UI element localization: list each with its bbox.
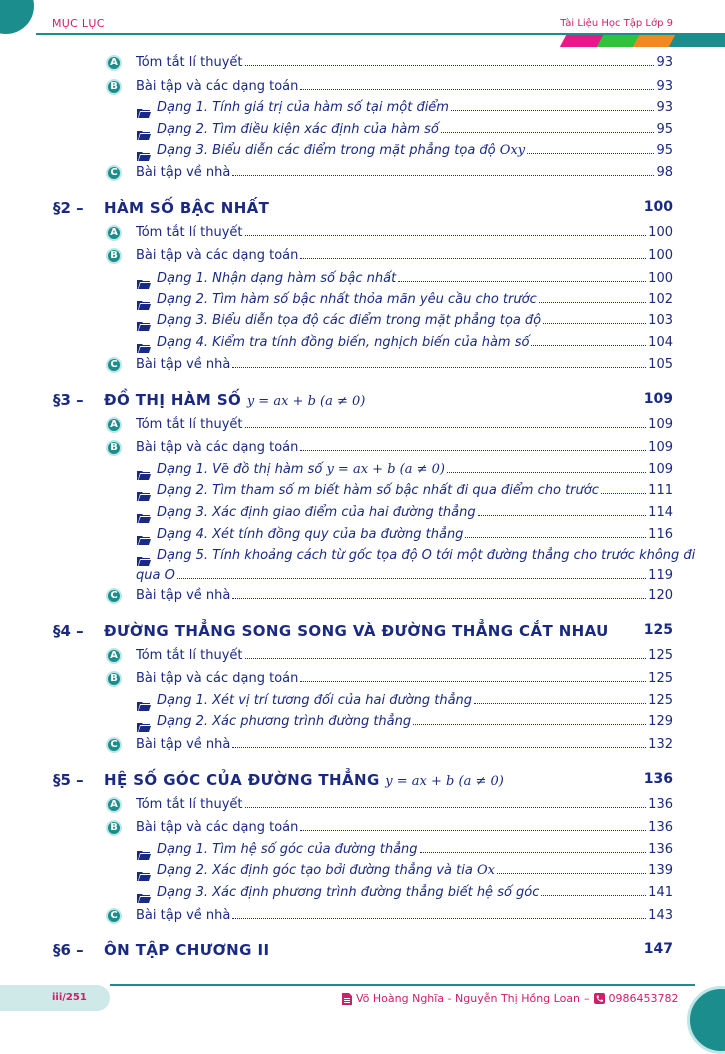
toc-entry-line <box>157 292 673 307</box>
section-title-math: y = ax + b (a ≠ 0) <box>246 394 366 409</box>
footer-author: Võ Hoàng Nghĩa - Nguyễn Thị Hồng Loan <box>356 992 581 1005</box>
toc-entry-math: y = ax + b (a ≠ 0) <box>326 462 445 477</box>
folder-icon <box>137 125 151 135</box>
toc-entry-dang[interactable] <box>0 505 725 525</box>
toc-entry[interactable] <box>0 225 725 245</box>
section-title-text: HỆ SỐ GÓC CỦA ĐƯỜNG THẲNG <box>104 771 380 789</box>
toc-page-number: 103 <box>648 313 673 328</box>
leader-dots <box>232 747 646 748</box>
toc-entry-line <box>157 714 673 729</box>
section-title <box>104 199 269 217</box>
toc-page-number: 109 <box>648 417 673 432</box>
folder-icon <box>137 508 151 518</box>
toc-page-number: 109 <box>648 462 673 477</box>
section-page-number: 109 <box>643 391 673 407</box>
section-3[interactable] <box>0 391 725 413</box>
section-title <box>104 771 504 789</box>
leader-dots <box>232 918 646 919</box>
toc-page-number: 143 <box>648 908 673 923</box>
toc-entry-dang[interactable] <box>0 483 725 503</box>
toc-entry[interactable] <box>0 820 725 840</box>
running-header-right: Tài Liệu Học Tập Lớp 9 <box>560 18 673 29</box>
toc-entry-text: Bài tập và các dạng toán <box>136 440 299 455</box>
toc-page-number: 93 <box>656 100 673 115</box>
leader-dots <box>474 703 646 704</box>
toc-page-number: 129 <box>648 714 673 729</box>
toc-entry-text: Dạng 3. Biểu diễn tọa độ các điểm trong mặt phẳng tọa độ <box>157 313 542 328</box>
toc-entry-dang[interactable] <box>0 693 725 713</box>
toc-page-number: 95 <box>656 122 673 137</box>
toc-entry-line <box>157 313 673 328</box>
toc-entry-line <box>136 820 673 835</box>
toc-entry-text: Tóm tắt lí thuyết <box>136 225 243 240</box>
toc-entry-dang[interactable] <box>0 122 725 142</box>
section-title-math: y = ax + b (a ≠ 0) <box>385 774 504 789</box>
toc-entry[interactable] <box>0 440 725 460</box>
toc-entry-text: Dạng 2. Tìm hàm số bậc nhất thỏa mãn yêu cầu cho trước <box>157 292 537 307</box>
toc-entry-line <box>136 737 673 752</box>
bullet-b: B <box>106 440 122 456</box>
folder-icon <box>137 486 151 496</box>
folder-icon <box>137 103 151 113</box>
toc-entry[interactable] <box>0 55 725 75</box>
folder-icon <box>137 530 151 540</box>
toc-entry-text-line1: Dạng 5. Tính khoảng cách từ gốc tọa độ O tới một đường thẳng cho trước không đi <box>157 548 696 563</box>
phone-icon <box>594 993 605 1004</box>
toc-entry-text: Dạng 1. Vẽ đồ thị hàm số <box>157 462 323 477</box>
footer-page-number: iii/251 <box>52 992 87 1003</box>
leader-dots <box>300 830 646 831</box>
section-6[interactable] <box>0 941 725 963</box>
toc-entry-dang[interactable] <box>0 335 725 355</box>
toc-page-number: 105 <box>648 357 673 372</box>
toc-page-number: 125 <box>648 671 673 686</box>
toc-entry-text: Dạng 1. Tính giá trị của hàm số tại một điểm <box>157 100 449 115</box>
toc-page-number: 136 <box>648 842 673 857</box>
toc-page-number: 125 <box>648 648 673 663</box>
toc-page-number: 139 <box>648 863 673 878</box>
bullet-a: A <box>106 225 122 241</box>
toc-page-number: 100 <box>648 225 673 240</box>
bullet-c: C <box>106 908 122 924</box>
footer-separator: – <box>584 992 590 1005</box>
toc-page-number: 136 <box>648 820 673 835</box>
toc-entry-line <box>136 671 673 686</box>
leader-dots <box>497 873 646 874</box>
toc-entry-dang[interactable] <box>0 271 725 291</box>
folder-icon <box>137 717 151 727</box>
section-title-text: ÔN TẬP CHƯƠNG II <box>104 941 270 959</box>
toc-entry-text: Bài tập và các dạng toán <box>136 671 299 686</box>
section-title <box>104 391 365 409</box>
toc-entry-text: Bài tập và các dạng toán <box>136 79 299 94</box>
toc-entry-text: Tóm tắt lí thuyết <box>136 55 243 70</box>
leader-dots <box>527 153 654 154</box>
toc-page-number: 132 <box>648 737 673 752</box>
toc-page-number: 114 <box>648 505 673 520</box>
toc-page-number: 136 <box>648 797 673 812</box>
toc-entry-dang[interactable] <box>0 714 725 734</box>
leader-dots <box>232 598 646 599</box>
bullet-c: C <box>106 165 122 181</box>
bullet-b: B <box>106 820 122 836</box>
toc-entry-line <box>136 55 673 70</box>
section-page-number: 147 <box>643 941 673 957</box>
bullet-b: B <box>106 248 122 264</box>
leader-dots <box>541 895 646 896</box>
folder-icon <box>137 146 151 156</box>
toc-entry-dang[interactable] <box>0 462 725 482</box>
toc-entry-dang[interactable] <box>0 863 725 883</box>
toc-entry-line <box>157 842 673 857</box>
bullet-b: B <box>106 671 122 687</box>
toc-entry-dang[interactable] <box>0 885 725 905</box>
bullet-c: C <box>106 588 122 604</box>
toc-entry-math: Ox <box>476 863 495 878</box>
toc-page-number: 95 <box>656 143 673 158</box>
toc-page-number: 104 <box>648 335 673 350</box>
toc-entry-line <box>136 248 673 263</box>
toc-entry[interactable] <box>0 671 725 691</box>
toc-entry-line <box>157 693 673 708</box>
toc-entry-dang[interactable] <box>0 143 725 163</box>
section-page-number: 125 <box>643 622 673 638</box>
bullet-a: A <box>106 797 122 813</box>
folder-icon <box>137 551 151 561</box>
toc-entry-line2 <box>136 568 673 583</box>
toc-page-number: 100 <box>648 271 673 286</box>
leader-dots <box>465 537 646 538</box>
bullet-c: C <box>106 737 122 753</box>
leader-dots <box>245 658 647 659</box>
section-page-number: 136 <box>643 771 673 787</box>
toc-page-number: 141 <box>648 885 673 900</box>
section-title-text: ĐỒ THỊ HÀM SỐ <box>104 391 242 409</box>
toc-entry-dang[interactable] <box>0 313 725 333</box>
toc-entry-line <box>136 357 673 372</box>
bullet-a: A <box>106 55 122 71</box>
toc-entry-text: Dạng 3. Xác định phương trình đường thẳng biết hệ số góc <box>157 885 540 900</box>
bullet-c: C <box>106 357 122 373</box>
toc-entry-line <box>157 505 673 520</box>
toc-entry-dang[interactable] <box>0 292 725 312</box>
folder-icon <box>137 696 151 706</box>
leader-dots <box>478 515 647 516</box>
toc-entry-line <box>157 335 673 350</box>
section-number: §5 – <box>53 771 84 789</box>
toc-entry-text: Dạng 1. Xét vị trí tương đối của hai đường thẳng <box>157 693 473 708</box>
section-page-number: 100 <box>643 199 673 215</box>
section-title <box>104 941 269 959</box>
toc-entry-text: Dạng 2. Xác định góc tạo bởi đường thẳng và tia <box>157 863 473 878</box>
toc-entry[interactable] <box>0 908 725 928</box>
running-header-left: MỤC LỤC <box>52 17 105 30</box>
toc-entry-text: Bài tập và các dạng toán <box>136 820 299 835</box>
leader-dots <box>531 345 646 346</box>
toc-entry-line <box>136 797 673 812</box>
toc-entry[interactable] <box>0 248 725 268</box>
toc-page-number: 93 <box>656 79 673 94</box>
document-icon <box>342 993 352 1005</box>
toc-entry-line <box>136 648 673 663</box>
toc-page-number: 120 <box>648 588 673 603</box>
toc-entry-line <box>157 527 673 542</box>
leader-dots <box>300 681 646 682</box>
section-2[interactable] <box>0 199 725 221</box>
folder-icon <box>137 274 151 284</box>
section-title <box>104 622 609 640</box>
section-4[interactable] <box>0 622 725 644</box>
section-5[interactable] <box>0 771 725 793</box>
leader-dots <box>245 65 655 66</box>
footer-credits <box>342 992 679 1005</box>
leader-dots <box>245 427 647 428</box>
toc-entry[interactable] <box>0 357 725 377</box>
toc-entry-line <box>157 863 673 878</box>
leader-dots <box>245 807 647 808</box>
leader-dots <box>300 89 654 90</box>
toc-entry-line <box>136 225 673 240</box>
toc-entry-text-line2: qua O <box>136 568 175 583</box>
toc-entry-line <box>136 165 673 180</box>
footer-rule <box>110 984 695 986</box>
toc-page-number: 93 <box>656 55 673 70</box>
section-number: §4 – <box>53 622 84 640</box>
toc-entry-line <box>136 417 673 432</box>
leader-dots <box>543 323 646 324</box>
toc-entry-text: Dạng 4. Kiểm tra tính đồng biến, nghịch biến của hàm số <box>157 335 530 350</box>
toc-entry-line <box>136 908 673 923</box>
leader-dots <box>420 852 647 853</box>
leader-dots <box>300 450 646 451</box>
leader-dots <box>447 472 646 473</box>
toc-entry[interactable] <box>0 588 725 608</box>
toc-entry-line <box>157 143 673 158</box>
toc-entry[interactable] <box>0 417 725 437</box>
toc-entry-text: Bài tập về nhà <box>136 357 231 372</box>
toc-entry[interactable] <box>0 79 725 99</box>
toc-entry-dang[interactable] <box>0 842 725 862</box>
folder-icon <box>137 888 151 898</box>
leader-dots <box>413 724 646 725</box>
toc-entry-text: Dạng 1. Nhận dạng hàm số bậc nhất <box>157 271 397 286</box>
toc-entry-text: Dạng 2. Tìm điều kiện xác định của hàm số <box>157 122 439 137</box>
toc-entry-line <box>157 100 673 115</box>
folder-icon <box>137 845 151 855</box>
toc-entry-text: Dạng 3. Xác định giao điểm của hai đường thẳng <box>157 505 476 520</box>
toc-entry-text: Bài tập về nhà <box>136 588 231 603</box>
toc-page-number: 100 <box>648 248 673 263</box>
toc-entry-line <box>136 440 673 455</box>
toc-entry-math: Oxy <box>499 143 526 158</box>
toc-entry-line <box>136 588 673 603</box>
folder-icon <box>137 866 151 876</box>
leader-dots <box>232 367 646 368</box>
toc-entry-text: Tóm tắt lí thuyết <box>136 648 243 663</box>
toc-entry-line <box>157 462 673 477</box>
section-number: §2 – <box>53 199 84 217</box>
leader-dots <box>300 258 646 259</box>
toc-entry-dang[interactable] <box>0 548 725 583</box>
bullet-a: A <box>106 417 122 433</box>
leader-dots <box>539 302 646 303</box>
toc-entry-text: Dạng 2. Tìm tham số m biết hàm số bậc nhất đi qua điểm cho trước <box>157 483 599 498</box>
leader-dots <box>177 578 646 579</box>
toc-entry-text: Bài tập về nhà <box>136 165 231 180</box>
leader-dots <box>398 281 646 282</box>
toc-entry-line <box>157 271 673 286</box>
bullet-b: B <box>106 79 122 95</box>
section-title-text: HÀM SỐ BẬC NHẤT <box>104 199 270 217</box>
toc-page-number: 111 <box>648 483 673 498</box>
toc-entry[interactable] <box>0 797 725 817</box>
folder-icon <box>137 465 151 475</box>
toc-page-number: 125 <box>648 693 673 708</box>
toc-entry-text: Dạng 3. Biểu diễn các điểm trong mặt phẳng tọa độ <box>157 143 496 158</box>
section-number: §3 – <box>53 391 84 409</box>
folder-icon <box>137 338 151 348</box>
bullet-a: A <box>106 648 122 664</box>
toc-page-number: 98 <box>656 165 673 180</box>
toc-entry[interactable] <box>0 165 725 185</box>
section-title-text: ĐƯỜNG THẲNG SONG SONG VÀ ĐƯỜNG THẲNG CẮT NHAU <box>104 622 609 640</box>
toc-entry-dang[interactable] <box>0 527 725 547</box>
toc-entry[interactable] <box>0 737 725 757</box>
toc-entry-line <box>136 79 673 94</box>
leader-dots <box>245 235 647 236</box>
toc-entry-text: Dạng 4. Xét tính đồng quy của ba đường thẳng <box>157 527 464 542</box>
leader-dots <box>601 493 646 494</box>
toc-entry[interactable] <box>0 648 725 668</box>
toc-entry-text: Bài tập về nhà <box>136 908 231 923</box>
toc-entry-line <box>157 483 673 498</box>
section-number: §6 – <box>53 941 84 959</box>
toc-page-number: 119 <box>648 568 673 583</box>
toc-entry-line <box>157 885 673 900</box>
leader-dots <box>451 110 654 111</box>
toc-entry-text: Bài tập và các dạng toán <box>136 248 299 263</box>
toc-page-number: 109 <box>648 440 673 455</box>
toc-entry-text: Bài tập về nhà <box>136 737 231 752</box>
folder-icon <box>137 295 151 305</box>
toc-entry-text: Dạng 2. Xác phương trình đường thẳng <box>157 714 412 729</box>
folder-icon <box>137 316 151 326</box>
toc-page-number: 116 <box>648 527 673 542</box>
toc-entry-line <box>157 122 673 137</box>
toc-entry-dang[interactable] <box>0 100 725 120</box>
toc-entry-text: Tóm tắt lí thuyết <box>136 797 243 812</box>
footer-phone: 0986453782 <box>608 992 679 1005</box>
toc-entry-text: Tóm tắt lí thuyết <box>136 417 243 432</box>
toc-page-number: 102 <box>648 292 673 307</box>
leader-dots <box>441 132 655 133</box>
leader-dots <box>232 175 654 176</box>
toc-entry-text: Dạng 1. Tìm hệ số góc của đường thẳng <box>157 842 418 857</box>
